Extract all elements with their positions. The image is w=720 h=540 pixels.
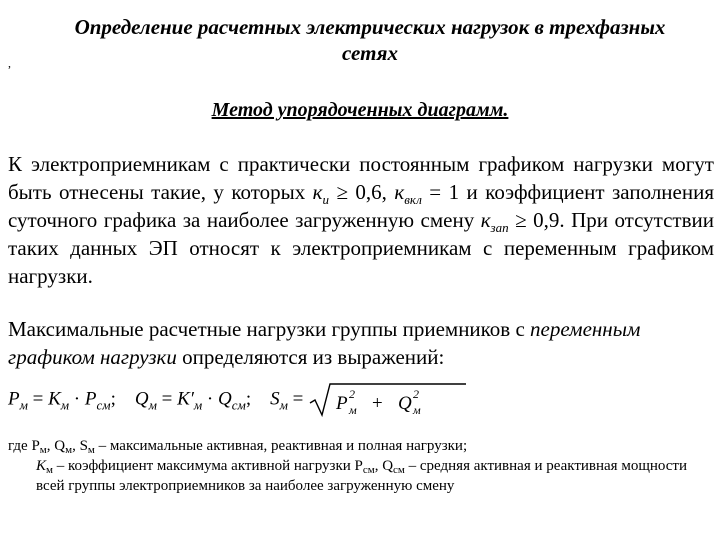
f-s: S [270, 388, 280, 410]
rad-plus: + [366, 393, 389, 414]
n2-s3: см [393, 464, 405, 476]
f-q: Q [134, 388, 149, 410]
f-eq3: = [287, 388, 309, 410]
rad-q-sub: м [413, 403, 421, 417]
stray-mark: , [8, 56, 11, 70]
f-kprime: К′ [177, 388, 194, 410]
f-pc-sub: см [96, 397, 111, 413]
n1-t2: , Q [46, 438, 66, 454]
f-dot2: · [202, 388, 218, 410]
paragraph-variable-load [8, 315, 714, 371]
p1-text-3: = 1 и коэффициент заполнения суточного графика за наиболее загруженную смену [8, 180, 714, 232]
n1-t4: – максимальные активная, реактивная и полная нагрузки; [94, 438, 468, 454]
n2-t2: – коэффициент максимума активной нагрузки P [52, 458, 363, 474]
f-qc-sub: см [231, 397, 246, 413]
n2-t4: – средняя активная и реактивная мощности всей группы электроприемников за наиболее загруженную смену [36, 458, 688, 494]
coef-kzap [480, 208, 509, 235]
n2-t1: К [36, 458, 46, 474]
f-q-sub: м [148, 397, 157, 413]
p2-text-1: Максимальные расчетные нагрузки группы приемников с [8, 317, 531, 341]
p1-text-2: ≥ 0,6, [329, 180, 395, 204]
rad-p-sub: м [349, 403, 357, 417]
load-formula [8, 381, 468, 419]
f-p-sub: м [19, 397, 28, 413]
coef-kvkl [394, 180, 422, 207]
n2-s2: см [362, 464, 375, 476]
coef-kzap-sub: зап [490, 220, 509, 235]
p1-text-4: ≥ 0,9. При отсутствии таких данных ЭП относят к электроприемникам с переменным графиком нагрузки. [8, 208, 714, 288]
f-kprime-sub: м [193, 397, 203, 413]
section-heading: Метод упорядоченных диаграмм. [211, 99, 509, 121]
f-eq2: = [156, 388, 178, 410]
coef-kvkl-sub: вкл [404, 192, 422, 207]
f-sep1: ; [110, 388, 116, 410]
f-s-sub: м [279, 397, 288, 413]
f-k: К [48, 388, 61, 410]
p1-text-1: К электроприемникам с практически постоянным графиком нагрузки могут быть отнесены такие, у которых [8, 152, 714, 204]
f-p: P [8, 388, 20, 410]
n1-s1: м [39, 444, 47, 456]
n2-t3: , Q [374, 458, 394, 474]
p2-italic: переменным графиком нагрузки [8, 317, 641, 369]
n1-t3: , S [72, 438, 88, 454]
f-dot1: · [69, 388, 85, 410]
page-title: Определение расчетных электрических нагрузок в трехфазных сетях [74, 15, 666, 65]
paragraph-constant-load [8, 150, 714, 290]
rad-p: P [336, 393, 348, 414]
f-eq1: = [27, 388, 49, 410]
notation-notes [8, 436, 714, 496]
square-root-icon [308, 381, 468, 419]
n1-s2: м [65, 444, 73, 456]
coef-ki [312, 180, 329, 207]
n2-s1: м [45, 464, 53, 476]
notes-line-1 [8, 436, 714, 456]
f-sep2: ; [245, 388, 252, 410]
rad-q-sup: 2 [413, 387, 420, 401]
notes-line-2 [8, 456, 714, 496]
rad-q: Q [398, 393, 412, 414]
f-k-sub: м [60, 397, 70, 413]
p2-text-2: определяются из выражений: [176, 345, 445, 369]
f-pc: P [84, 388, 97, 410]
coef-kvkl-symbol: к [394, 180, 405, 204]
coef-ki-sub: и [322, 192, 329, 207]
coef-kzap-symbol: к [480, 208, 491, 232]
n1-t1: где P [8, 438, 40, 454]
f-qc: Q [218, 388, 232, 410]
n1-s3: м [87, 444, 95, 456]
rad-p-sup: 2 [349, 387, 356, 401]
coef-ki-symbol: к [312, 180, 323, 204]
